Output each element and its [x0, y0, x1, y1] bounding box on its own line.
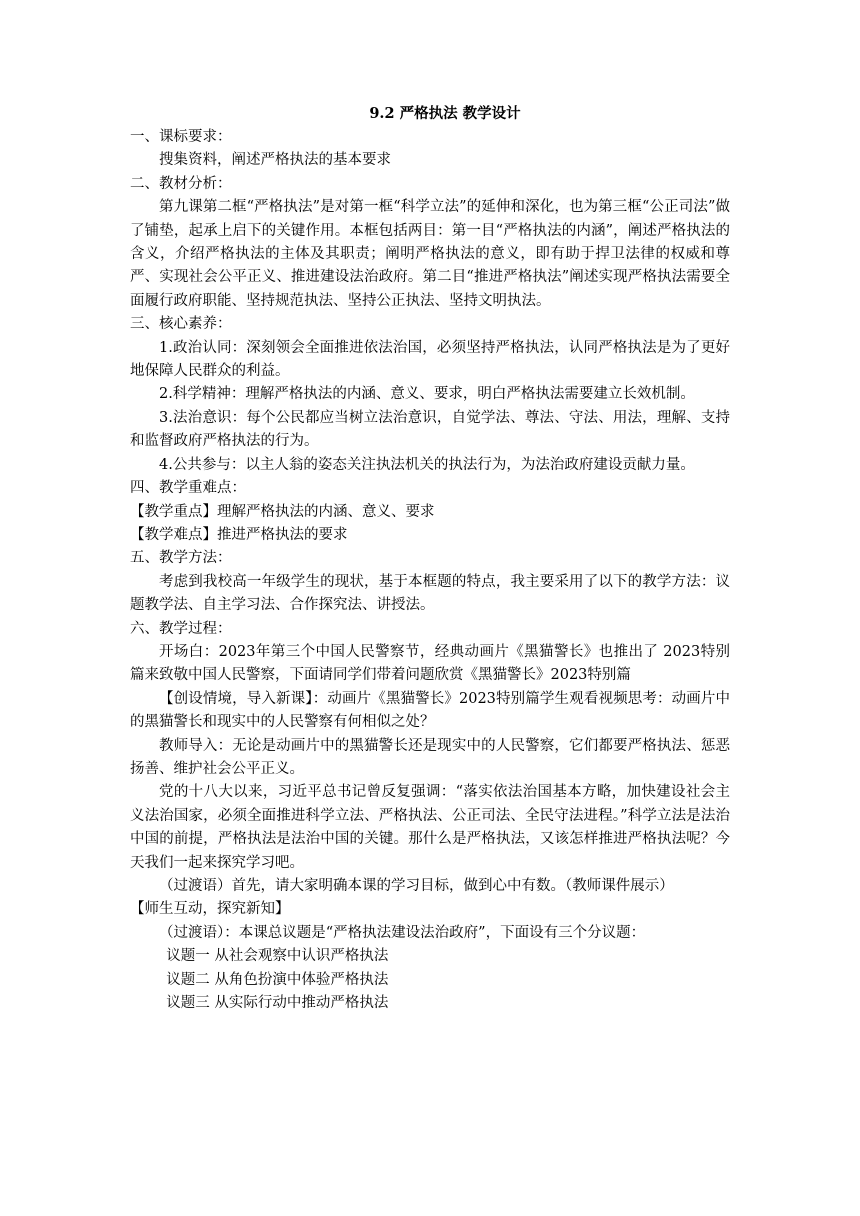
literacy-item: 1.政治认同：深刻领会全面推进依法治国，必须坚持严格执法，认同严格执法是为了更好地保障人民群众的利益。 — [130, 339, 730, 380]
topic-item: 议题三 从实际行动中推动严格执法 — [166, 995, 389, 1012]
textbook-analysis: 第九课第二框“严格执法”是对第一框“科学立法”的延伸和深化，也为第三框“公正司法”做了铺垫，起承上启下的关键作用。本框包括两目：第一目“严格执法的内涵”，阐述严格执法的含义，介绍严格执法的主体及其职责；阐明严格执法的意义，即有助于捍卫法律的权威和尊严、实现社会公平正义、推进建设法治政府。第二目“推进严格执法”阐述实现严格执法需要全面履行政府职能、坚持规范执法、坚持公正执法、坚持文明执法。 — [130, 199, 730, 309]
transition-text: （过渡语）首先，请大家明确本课的学习目标，做到心中有数。（教师课件展示） — [159, 878, 674, 894]
methods-text: 考虑到我校高一年级学生的现状，基于本框题的特点，我主要采用了以下的教学方法：议题教学法、自主学习法、合作探究法、讲授法。 — [130, 573, 730, 614]
teacher-intro: 教师导入：无论是动画片中的黑猫警长还是现实中的人民警察，它们都要严格执法、惩恶扬善、维护社会公平正义。 — [130, 737, 730, 777]
section-heading-standards: 一、课标要求： — [130, 129, 232, 145]
opening-text: 开场白：2023年第三个中国人民警察节，经典动画片《黑猫警长》也推出了 2023特别篇来致敬中国人民警察，下面请同学们带着问题欣赏《黑猫警长》2023特别篇 — [130, 643, 730, 684]
section-heading-process: 六、教学过程： — [130, 620, 232, 637]
literacy-item: 2.科学精神：理解严格执法的内涵、意义、要求，明白严格执法需要建立长效机制。 — [159, 386, 695, 403]
transition-text: （过渡语）：本课总议题是“严格执法建设法治政府”，下面设有三个分议题： — [159, 924, 646, 941]
scene-text: 【创设情境，导入新课】：动画片《黑猫警长》2023特别篇学生观看视频思考：动画片中的黑猫警长和现实中的人民警察有何相似之处？ — [130, 690, 730, 731]
standards-text: 搜集资料，阐述严格执法的基本要求 — [159, 152, 391, 169]
section-heading-key-points: 四、教学重难点： — [130, 480, 246, 497]
document-page — [130, 102, 730, 1015]
key-point: 【教学重点】理解严格执法的内涵、意义、要求 — [130, 503, 435, 520]
topic-item: 议题二 从角色扮演中体验严格执法 — [166, 971, 389, 988]
topic-item: 议题一 从社会观察中认识严格执法 — [166, 948, 389, 965]
literacy-item: 3.法治意识：每个公民都应当树立法治意识，自觉学法、尊法、守法、用法，理解、支持和监督政府严格执法的行为。 — [130, 409, 730, 450]
section-heading-textbook: 二、教材分析： — [130, 175, 232, 192]
party-quote: 党的十八大以来，习近平总书记曾反复强调：“落实依法治国基本方略，加快建设社会主义法治国家，必须全面推进科学立法、严格执法、公正司法、全民守法进程。”科学立法是法治中国的前提，严格执法是法治中国的关键。那什么是严格执法，又该怎样推进严格执法呢？今天我们一起来探究学习吧。 — [130, 784, 730, 871]
document-title: 9.2 严格执法 教学设计 — [369, 105, 521, 122]
interaction-heading: 【师生互动，探究新知】 — [130, 901, 290, 918]
section-heading-methods: 五、教学方法： — [130, 550, 232, 567]
section-heading-literacy: 三、核心素养： — [130, 316, 232, 333]
literacy-item: 4.公共参与：以主人翁的姿态关注执法机关的执法行为，为法治政府建设贡献力量。 — [159, 456, 695, 473]
difficult-point: 【教学难点】推进严格执法的要求 — [130, 526, 348, 543]
